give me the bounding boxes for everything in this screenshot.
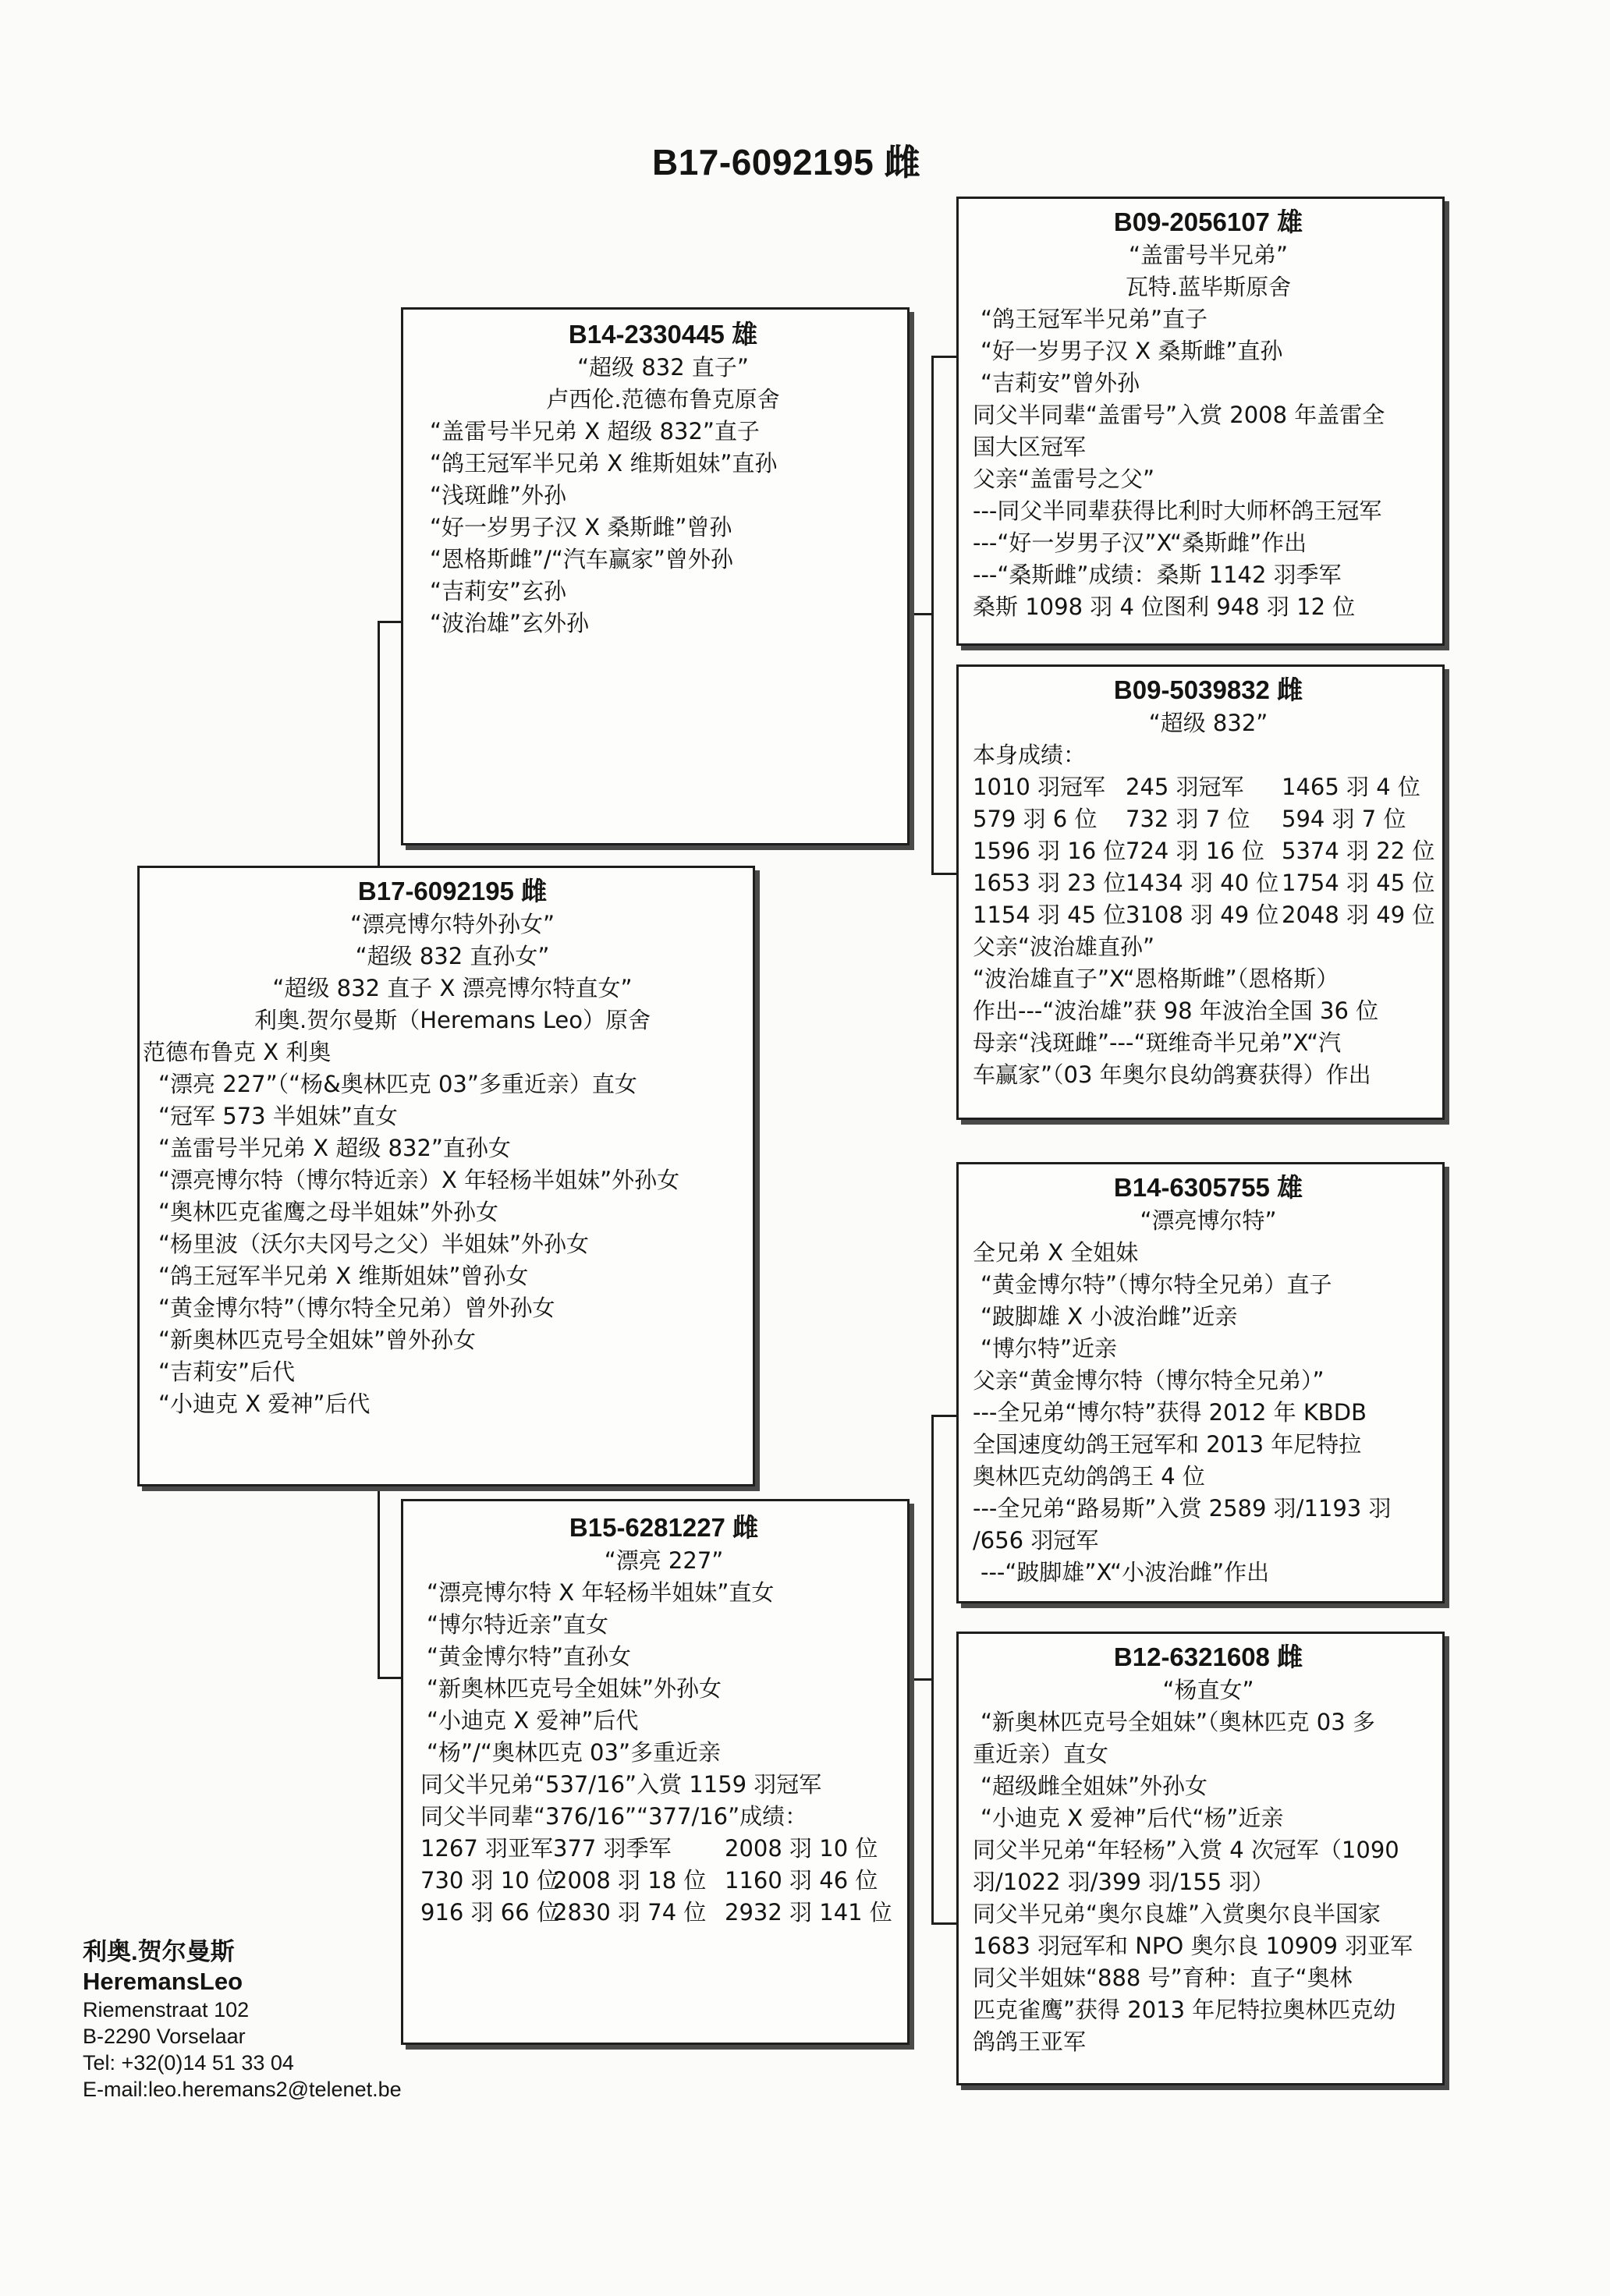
result-cell: 1154 羽 45 位 — [973, 902, 1126, 928]
dam-line: 同父半同辈“376/16”“377/16”成绩： — [420, 1803, 808, 1830]
result-cell: 579 羽 6 位 — [973, 806, 1098, 832]
result-cell: 730 羽 10 位 — [420, 1867, 559, 1894]
sire-line: “恩格斯雌”/“汽车赢家”曾外孙 — [430, 546, 733, 572]
subject-center-line: “漂亮博尔特外孙女” — [349, 911, 555, 937]
dam-dam-line: “新奥林匹克号全姐妹”（奥林匹克 03 多 — [981, 1709, 1375, 1735]
connector-line — [931, 1415, 934, 1925]
sire-dam-line: “波治雄直子”X“恩格斯雌”（恩格斯） — [973, 966, 1339, 992]
subject-line: “漂亮博尔特（博尔特近亲）X 年轻杨半姐妹”外孙女 — [158, 1167, 680, 1193]
dam-ring-number: B15-6281227 雌 — [569, 1513, 759, 1542]
connector-line — [378, 621, 380, 869]
connector-line — [931, 356, 934, 875]
sire-dam-results-label: 本身成绩： — [973, 742, 1087, 768]
sire-dam-results-table — [973, 771, 1436, 931]
sire-sire-loft: 瓦特.蓝毕斯原舍 — [1125, 274, 1292, 300]
subject-box — [137, 866, 755, 1486]
subject-line: “杨里波（沃尔夫冈号之父）半姐妹”外孙女 — [158, 1231, 590, 1257]
dam-sire-line: ---“跛脚雄”X“小波治雌”作出 — [981, 1559, 1270, 1586]
subject-line: 范德布鲁克 X 利奥 — [143, 1039, 332, 1065]
connector-line — [378, 1677, 402, 1679]
connector-line — [931, 356, 956, 358]
sire-line: “好一岁男子汉 X 桑斯雌”曾孙 — [430, 514, 732, 540]
sire-sire-line: “好一岁男子汉 X 桑斯雌”直孙 — [981, 338, 1283, 364]
result-cell: 1596 羽 16 位 — [973, 838, 1126, 864]
page-title: B17-6092195 雌 — [652, 142, 921, 182]
subject-line: “盖雷号半兄弟 X 超级 832”直孙女 — [158, 1135, 511, 1161]
dam-dam-line: 匹克雀鹰”获得 2013 年尼特拉奥林匹克幼 — [973, 1997, 1396, 2023]
result-cell: 732 羽 7 位 — [1126, 806, 1250, 832]
sire-dam-line: 母亲“浅斑雌”---“斑维奇半兄弟”X“汽 — [973, 1029, 1342, 1056]
subject-center-line: “超级 832 直子 X 漂亮博尔特直女” — [272, 975, 633, 1001]
breeder-name-cn: 利奥.贺尔曼斯 — [83, 1938, 235, 1965]
subject-line: “小迪克 X 爱神”后代 — [158, 1391, 371, 1417]
dam-line: “小迪克 X 爱神”后代 — [427, 1707, 639, 1734]
dam-sire-line: 奥林匹克幼鸽鸽王 4 位 — [973, 1463, 1205, 1490]
dam-sire-line: “黄金博尔特”（博尔特全兄弟）直子 — [981, 1271, 1332, 1298]
sire-subtitle: “超级 832 直子” — [577, 354, 749, 381]
sire-sire-line: ---“桑斯雌”成绩：桑斯 1142 羽季军 — [973, 562, 1342, 588]
sire-sire-line: “吉莉安”曾外孙 — [981, 370, 1140, 396]
breeder-phone: Tel: +32(0)14 51 33 04 — [83, 2051, 294, 2075]
sire-dam-line: 车赢家”（03 年奥尔良幼鸽赛获得）作出 — [973, 1061, 1371, 1088]
sire-sire-ring-number: B09-2056107 雄 — [1113, 207, 1303, 236]
connector-line — [931, 1922, 956, 1925]
dam-sire-ring-number: B14-6305755 雄 — [1113, 1173, 1303, 1202]
sire-dam-line: 作出---“波治雄”获 98 年波治全国 36 位 — [973, 997, 1379, 1024]
dam-sire-line: “博尔特”近亲 — [981, 1335, 1118, 1362]
result-cell: 1754 羽 45 位 — [1282, 870, 1435, 896]
dam-sire-line: ---全兄弟“路易斯”入赏 2589 羽/1193 羽 — [973, 1495, 1392, 1522]
breeder-contact — [83, 1937, 402, 2103]
dam-sire-line: 全国速度幼鸽王冠军和 2013 年尼特拉 — [973, 1431, 1362, 1458]
dam-dam-line: 1683 羽冠军和 NPO 奥尔良 10909 羽亚军 — [973, 1933, 1413, 1959]
result-cell: 1160 羽 46 位 — [725, 1867, 878, 1894]
result-cell: 2008 羽 18 位 — [553, 1867, 707, 1894]
result-cell: 2048 羽 49 位 — [1282, 902, 1435, 928]
connector-line — [908, 613, 933, 615]
sire-sire-line: 父亲“盖雷号之父” — [973, 466, 1155, 492]
breeder-email: E-mail:leo.heremans2@telenet.be — [83, 2078, 402, 2101]
dam-dam-line: 重近亲）直女 — [973, 1741, 1109, 1767]
connector-line — [931, 873, 956, 875]
sire-line: “盖雷号半兄弟 X 超级 832”直子 — [430, 418, 760, 445]
breeder-city: B-2290 Vorselaar — [83, 2025, 246, 2048]
subject-line: “漂亮 227”（“杨&奥林匹克 03”多重近亲）直女 — [158, 1071, 637, 1097]
dam-dam-line: 鸽鸽王亚军 — [973, 2028, 1087, 2055]
sire-loft: 卢西伦.范德布鲁克原舍 — [546, 386, 780, 413]
result-cell: 1465 羽 4 位 — [1282, 774, 1420, 800]
sire-sire-subtitle: “盖雷号半兄弟” — [1128, 242, 1289, 268]
connector-line — [378, 621, 402, 623]
result-cell: 2830 羽 74 位 — [553, 1899, 707, 1926]
subject-center-line: “超级 832 直孙女” — [355, 943, 550, 969]
result-cell: 377 羽季军 — [553, 1835, 672, 1862]
subject-line: “新奥林匹克号全姐妹”曾外孙女 — [158, 1327, 477, 1353]
result-cell: 594 羽 7 位 — [1282, 806, 1406, 832]
dam-line: “黄金博尔特”直孙女 — [427, 1643, 632, 1670]
dam-dam-ring-number: B12-6321608 雌 — [1113, 1642, 1303, 1671]
sire-dam-subtitle: “超级 832” — [1148, 710, 1268, 736]
dam-subtitle: “漂亮 227” — [604, 1547, 724, 1574]
dam-sire-line: 父亲“黄金博尔特（博尔特全兄弟）” — [973, 1367, 1325, 1394]
sire-dam-line: 父亲“波治雄直孙” — [973, 934, 1155, 960]
dam-sire-line: ---全兄弟“博尔特”获得 2012 年 KBDB — [973, 1399, 1367, 1426]
dam-sire-line: “跛脚雄 X 小波治雌”近亲 — [981, 1303, 1238, 1330]
sire-ring-number: B14-2330445 雄 — [568, 320, 758, 349]
result-cell: 916 羽 66 位 — [420, 1899, 559, 1926]
sire-sire-line: ---同父半同辈获得比利时大师杯鸽王冠军 — [973, 498, 1382, 524]
sire-sire-line: ---“好一岁男子汉”X“桑斯雌”作出 — [973, 530, 1307, 556]
dam-dam-line: 同父半姐妹“888 号”育种：直子“奥林 — [973, 1965, 1353, 1991]
dam-dam-line: “超级雌全姐妹”外孙女 — [981, 1773, 1208, 1799]
result-cell: 2008 羽 10 位 — [725, 1835, 878, 1862]
connector-line — [378, 1484, 380, 1679]
sire-sire-box — [956, 197, 1445, 646]
dam-line: “漂亮博尔特 X 年轻杨半姐妹”直女 — [427, 1579, 775, 1606]
dam-dam-line: “小迪克 X 爱神”后代“杨”近亲 — [981, 1805, 1284, 1831]
dam-results-table — [420, 1833, 901, 1929]
dam-sire-box — [956, 1162, 1445, 1603]
result-cell: 1434 羽 40 位 — [1126, 870, 1279, 896]
sire-sire-line: 国大区冠军 — [973, 434, 1087, 460]
dam-dam-subtitle: “杨直女” — [1162, 1677, 1254, 1703]
subject-center-line: 利奥.贺尔曼斯（Heremans Leo）原舍 — [254, 1007, 651, 1033]
sire-sire-line: 同父半同辈“盖雷号”入赏 2008 年盖雷全 — [973, 402, 1385, 428]
dam-dam-line: 同父半兄弟“奥尔良雄”入赏奥尔良半国家 — [973, 1901, 1381, 1927]
sire-sire-line: “鸽王冠军半兄弟”直子 — [981, 306, 1208, 332]
connector-line — [908, 1678, 933, 1681]
breeder-name-en: HeremansLeo — [83, 1968, 243, 1995]
result-cell: 1653 羽 23 位 — [973, 870, 1126, 896]
result-cell: 2932 羽 141 位 — [725, 1899, 892, 1926]
sire-dam-ring-number: B09-5039832 雌 — [1113, 675, 1303, 704]
connector-line — [931, 1415, 956, 1417]
dam-dam-box — [956, 1632, 1445, 2085]
sire-sire-line: 桑斯 1098 羽 4 位图利 948 羽 12 位 — [973, 593, 1356, 620]
result-cell: 724 羽 16 位 — [1126, 838, 1264, 864]
subject-line: “黄金博尔特”（博尔特全兄弟）曾外孙女 — [158, 1295, 555, 1321]
subject-line: “冠军 573 半姐妹”直女 — [158, 1103, 398, 1129]
result-cell: 245 羽冠军 — [1126, 774, 1244, 800]
dam-line: “杨”/“奥林匹克 03”多重近亲 — [427, 1739, 721, 1766]
dam-sire-subtitle: “漂亮博尔特” — [1140, 1207, 1277, 1234]
dam-dam-line: 同父半兄弟“年轻杨”入赏 4 次冠军（1090 — [973, 1837, 1399, 1863]
dam-line: “新奥林匹克号全姐妹”外孙女 — [427, 1675, 722, 1702]
dam-line: 同父半兄弟“537/16”入赏 1159 羽冠军 — [420, 1771, 822, 1798]
sire-dam-box — [956, 664, 1445, 1120]
dam-line: “博尔特近亲”直女 — [427, 1611, 609, 1638]
dam-sire-line: /656 羽冠军 — [973, 1527, 1099, 1554]
breeder-street: Riemenstraat 102 — [83, 1998, 250, 2021]
result-cell: 1010 羽冠军 — [973, 774, 1106, 800]
result-cell: 5374 羽 22 位 — [1282, 838, 1435, 864]
subject-line: “奥林匹克雀鹰之母半姐妹”外孙女 — [158, 1199, 499, 1225]
sire-line: “波治雄”玄外孙 — [430, 610, 590, 636]
subject-line: “吉莉安”后代 — [158, 1359, 296, 1385]
result-cell: 3108 羽 49 位 — [1126, 902, 1279, 928]
dam-box — [401, 1499, 910, 2045]
dam-dam-line: 羽/1022 羽/399 羽/155 羽） — [973, 1869, 1275, 1895]
sire-line: “浅斑雌”外孙 — [430, 482, 567, 508]
result-cell: 1267 羽亚军 — [420, 1835, 554, 1862]
subject-ring-number: B17-6092195 雌 — [357, 877, 548, 905]
sire-box — [401, 307, 910, 845]
sire-line: “吉莉安”玄孙 — [430, 578, 567, 604]
subject-line: “鸽王冠军半兄弟 X 维斯姐妹”曾孙女 — [158, 1263, 529, 1289]
sire-line: “鸽王冠军半兄弟 X 维斯姐妹”直孙 — [430, 450, 778, 477]
dam-sire-line: 全兄弟 X 全姐妹 — [973, 1239, 1139, 1266]
